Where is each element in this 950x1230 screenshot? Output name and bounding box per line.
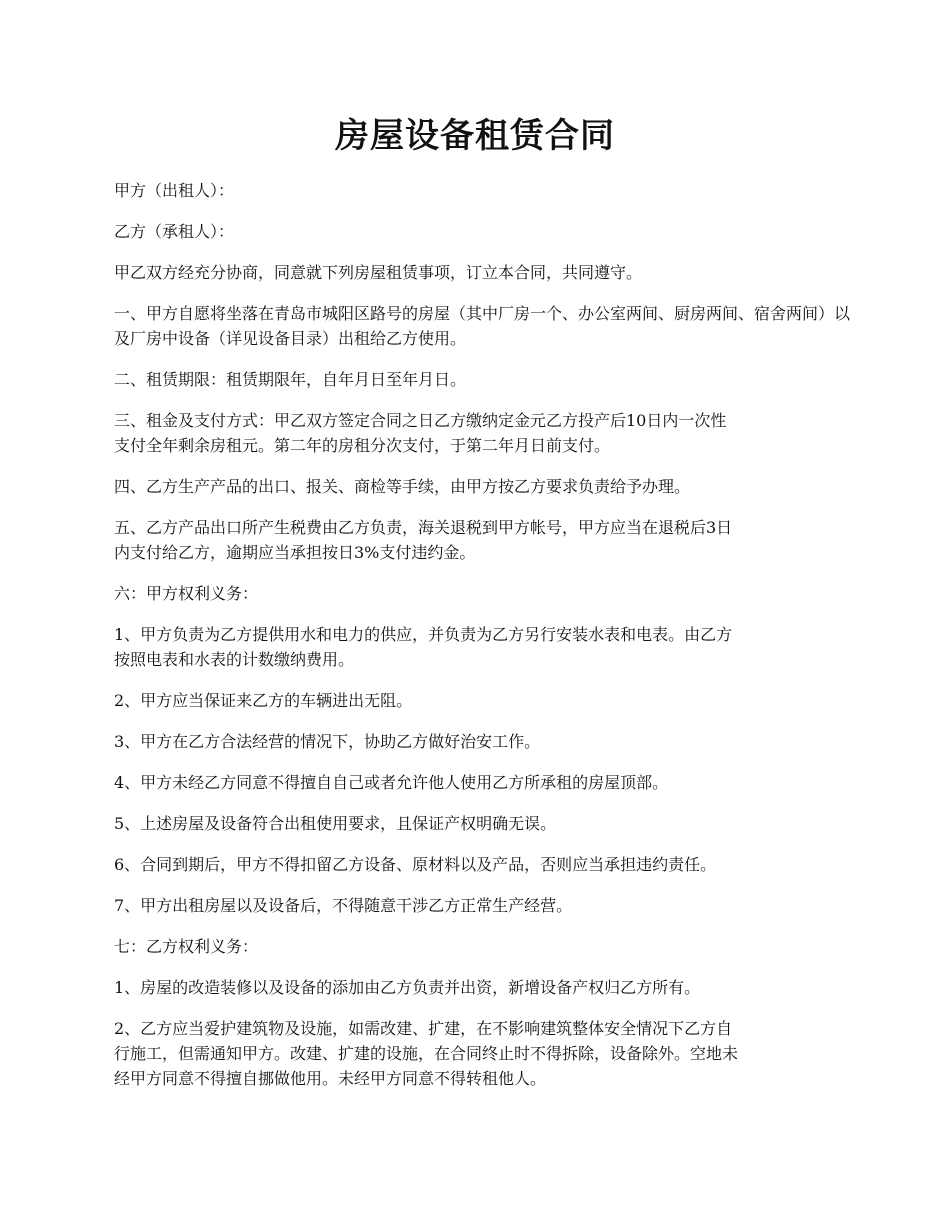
section-6-item-7: 7、甲方出租房屋以及设备后，不得随意干涉乙方正常生产经营。 (114, 896, 573, 915)
section-7-item-2: 2、乙方应当爱护建筑物及设施，如需改建、扩建，在不影响建筑整体安全情况下乙方自 行施工，但需通知甲方。改建、扩建的设施，在合同终止时不得拆除，设备除外。空地未 经甲方同意不得擅自挪做他用。未经甲方同意不得转租他人。 (114, 1019, 739, 1088)
section-6-item-6: 6、合同到期后，甲方不得扣留乙方设备、原材料以及产品，否则应当承担违约责任。 (114, 855, 717, 874)
section-6-item-4: 4、甲方未经乙方同意不得擅自自己或者允许他人使用乙方所承租的房屋顶部。 (114, 773, 669, 792)
clause-4-export-procedures: 四、乙方生产产品的出口、报关、商检等手续，由甲方按乙方要求负责给予办理。 (114, 477, 691, 496)
section-6-item-1: 1、甲方负责为乙方提供用水和电力的供应，并负责为乙方另行安装水表和电表。由乙方 按照电表和水表的计数缴纳费用。 (114, 625, 733, 669)
section-7-heading: 七：乙方权利义务： (114, 937, 259, 956)
party-b-line: 乙方（承租人）： (114, 222, 235, 241)
section-6-item-5: 5、上述房屋及设备符合出租使用要求，且保证产权明确无误。 (114, 814, 557, 833)
party-a-line: 甲方（出租人）： (114, 181, 235, 200)
clause-5-taxes: 五、乙方产品出口所产生税费由乙方负责，海关退税到甲方帐号，甲方应当在退税后3日 内支付给乙方，逾期应当承担按日3%支付违约金。 (114, 518, 733, 562)
section-6-item-2: 2、甲方应当保证来乙方的车辆进出无阻。 (114, 691, 413, 710)
section-6-item-3: 3、甲方在乙方合法经营的情况下，协助乙方做好治安工作。 (114, 732, 541, 751)
clause-1-premises: 一、甲方自愿将坐落在青岛市城阳区路号的房屋（其中厂房一个、办公室两间、厨房两间、宿舍两间）以及厂房中设备（详见设备目录）出租给乙方使用。 (114, 304, 851, 348)
document-title: 房屋设备租赁合同 (335, 116, 615, 156)
clause-2-term: 二、租赁期限：租赁期限年，自年月日至年月日。 (114, 370, 467, 389)
preamble-paragraph: 甲乙双方经充分协商，同意就下列房屋租赁事项，订立本合同，共同遵守。 (114, 263, 643, 282)
clause-3-rent-payment: 三、租金及支付方式：甲乙双方签定合同之日乙方缴纳定金元乙方投产后10日内一次性 支付全年剩余房租元。第二年的房租分次支付，于第二年月日前支付。 (114, 411, 727, 455)
document-body (114, 178, 854, 1107)
section-7-item-1: 1、房屋的改造装修以及设备的添加由乙方负责并出资，新增设备产权归乙方所有。 (114, 978, 701, 997)
section-6-heading: 六：甲方权利义务： (114, 584, 259, 603)
